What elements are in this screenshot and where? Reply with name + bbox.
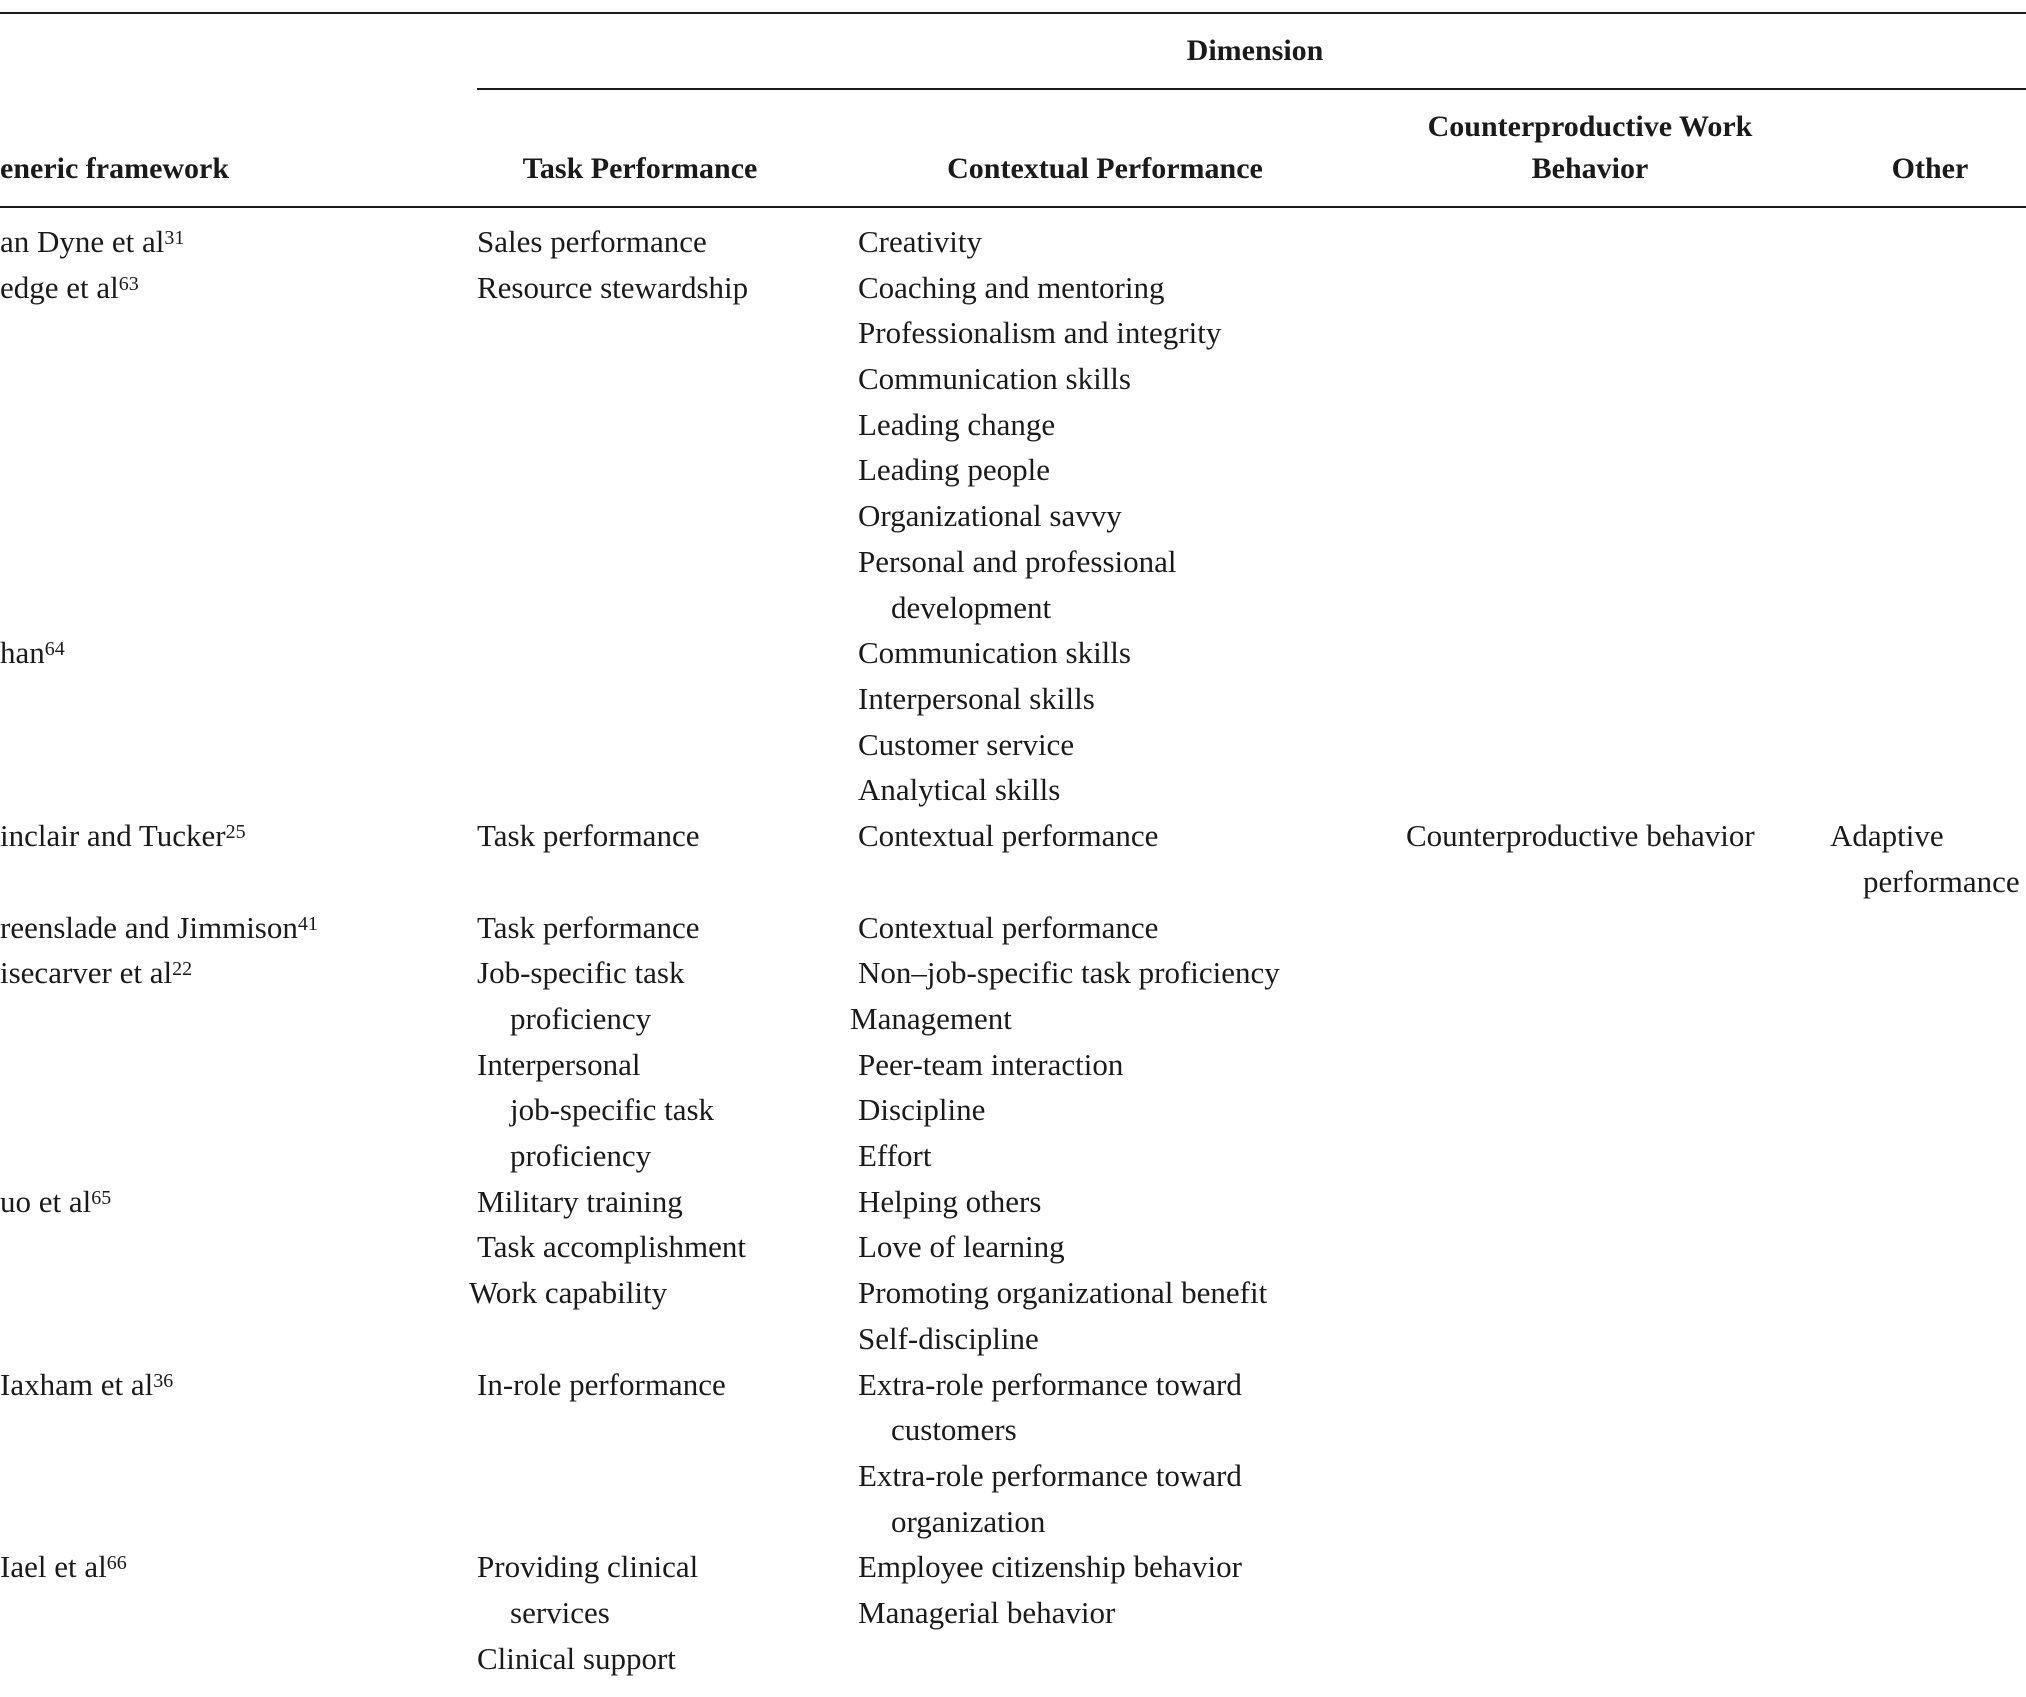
col-header-contextual: Contextual Performance [947, 152, 1263, 185]
contextual-item: Promoting organizational benefit [858, 1275, 1268, 1311]
contextual-item: Contextual performance [858, 818, 1159, 854]
framework-cell [0, 815, 246, 857]
task-item: proficiency [510, 1000, 652, 1036]
framework-name: uo et al [0, 1183, 92, 1219]
task-item: job-specific task [510, 1092, 715, 1128]
header-bottom-rule [0, 206, 2026, 208]
task-item: Sales performance [477, 224, 707, 259]
contextual-item: organization [891, 1503, 1046, 1539]
col-header-counterproductive-line2: Behavior [1531, 152, 1649, 185]
contextual-cell [858, 632, 1131, 815]
contextual-item: Managerial behavior [858, 1594, 1116, 1630]
task-cell [477, 1364, 726, 1410]
contextual-item: Customer service [858, 726, 1075, 762]
task-cell [469, 1181, 747, 1318]
contextual-cell [858, 907, 1158, 953]
framework-name: an Dyne et al [0, 224, 165, 259]
framework-name: inclair and Tucker [0, 818, 226, 854]
dimension-rule [477, 88, 2026, 90]
contextual-item: Coaching and mentoring [858, 269, 1165, 305]
task-item: services [510, 1594, 610, 1630]
task-item: Military training [477, 1183, 683, 1219]
table-top-rule [0, 12, 2026, 14]
contextual-item: Organizational savvy [858, 498, 1122, 534]
col-header-other: Other [1891, 152, 1969, 185]
counterproductive-item: Counterproductive behavior [1406, 818, 1755, 854]
framework-cell [0, 221, 184, 263]
contextual-item: Extra-role performance toward [858, 1366, 1242, 1402]
framework-cell [0, 1364, 173, 1406]
contextual-item: Employee citizenship behavior [858, 1549, 1242, 1585]
contextual-item: Non–job-specific task proficiency [858, 955, 1280, 991]
contextual-item: Extra-role performance toward [858, 1457, 1242, 1493]
task-item: Task performance [477, 909, 700, 945]
task-item: proficiency [510, 1137, 652, 1173]
task-cell [477, 221, 707, 267]
contextual-item: Creativity [858, 224, 982, 259]
contextual-item: Peer-team interaction [858, 1046, 1124, 1082]
task-cell [477, 815, 699, 861]
task-item: Resource stewardship [477, 269, 749, 305]
other-item: performance [1863, 863, 2020, 899]
contextual-item: Analytical skills [858, 772, 1061, 808]
reference-number: 36 [153, 1369, 174, 1392]
reference-number: 64 [44, 638, 65, 661]
other-cell [1830, 815, 2020, 906]
contextual-cell [858, 221, 982, 267]
reference-number: 31 [164, 227, 185, 249]
counterproductive-cell [1406, 815, 1755, 861]
reference-number: 25 [225, 821, 246, 844]
col-header-counterproductive-line1: Counterproductive Work [1427, 110, 1753, 143]
task-item: Job-specific task [477, 955, 685, 991]
contextual-item: Leading people [858, 452, 1050, 488]
col-header-counterproductive [1380, 106, 1800, 190]
task-cell [477, 267, 748, 313]
contextual-item: Self-discipline [858, 1320, 1039, 1356]
framework-name: Iael et al [0, 1549, 107, 1585]
contextual-item: Communication skills [858, 361, 1131, 397]
contextual-cell [850, 952, 1280, 1180]
framework-name: Iaxham et al [0, 1366, 154, 1402]
task-item: Work capability [469, 1275, 668, 1311]
task-item: Task accomplishment [477, 1229, 747, 1265]
reference-number: 66 [106, 1552, 127, 1575]
contextual-item: customers [891, 1412, 1017, 1448]
task-cell [477, 907, 699, 953]
dimension-header: Dimension [1186, 34, 1324, 67]
contextual-item: Leading change [858, 406, 1056, 442]
framework-cell [0, 1546, 127, 1588]
task-cell [477, 952, 714, 1180]
contextual-item: Professionalism and integrity [858, 315, 1222, 351]
task-item: Task performance [477, 818, 700, 854]
contextual-item: Personal and professional [858, 543, 1177, 579]
task-item: Clinical support [477, 1640, 676, 1676]
contextual-item: Discipline [858, 1092, 986, 1128]
framework-cell [0, 632, 65, 674]
contextual-cell [858, 815, 1158, 861]
framework-cell [0, 267, 139, 309]
framework-name: han [0, 635, 45, 671]
framework-name: edge et al [0, 269, 119, 305]
reference-number: 63 [118, 272, 139, 295]
framework-cell [0, 1181, 111, 1223]
contextual-item: Love of learning [858, 1229, 1065, 1265]
task-cell [477, 1546, 698, 1683]
contextual-item: Helping others [858, 1183, 1042, 1219]
contextual-item: Effort [858, 1137, 932, 1173]
contextual-cell [858, 1181, 1267, 1364]
contextual-item: Management [850, 1000, 1012, 1036]
framework-cell [0, 952, 192, 994]
contextual-cell [858, 267, 1221, 633]
contextual-item: development [891, 589, 1052, 625]
other-item: Adaptive [1830, 818, 1944, 854]
framework-name: isecarver et al [0, 955, 173, 991]
contextual-cell [858, 1546, 1242, 1637]
reference-number: 22 [172, 958, 193, 981]
reference-number: 41 [297, 912, 318, 935]
task-item: In-role performance [477, 1366, 726, 1402]
task-item: Interpersonal [477, 1046, 641, 1082]
contextual-cell [858, 1364, 1242, 1547]
reference-number: 65 [91, 1186, 112, 1209]
col-header-framework: eneric framework [0, 152, 230, 185]
framework-name: reenslade and Jimmison [0, 909, 298, 945]
col-header-task: Task Performance [522, 152, 758, 185]
contextual-item: Contextual performance [858, 909, 1159, 945]
task-item: Providing clinical [477, 1549, 699, 1585]
framework-cell [0, 907, 318, 949]
contextual-item: Communication skills [858, 635, 1131, 671]
contextual-item: Interpersonal skills [858, 680, 1095, 716]
